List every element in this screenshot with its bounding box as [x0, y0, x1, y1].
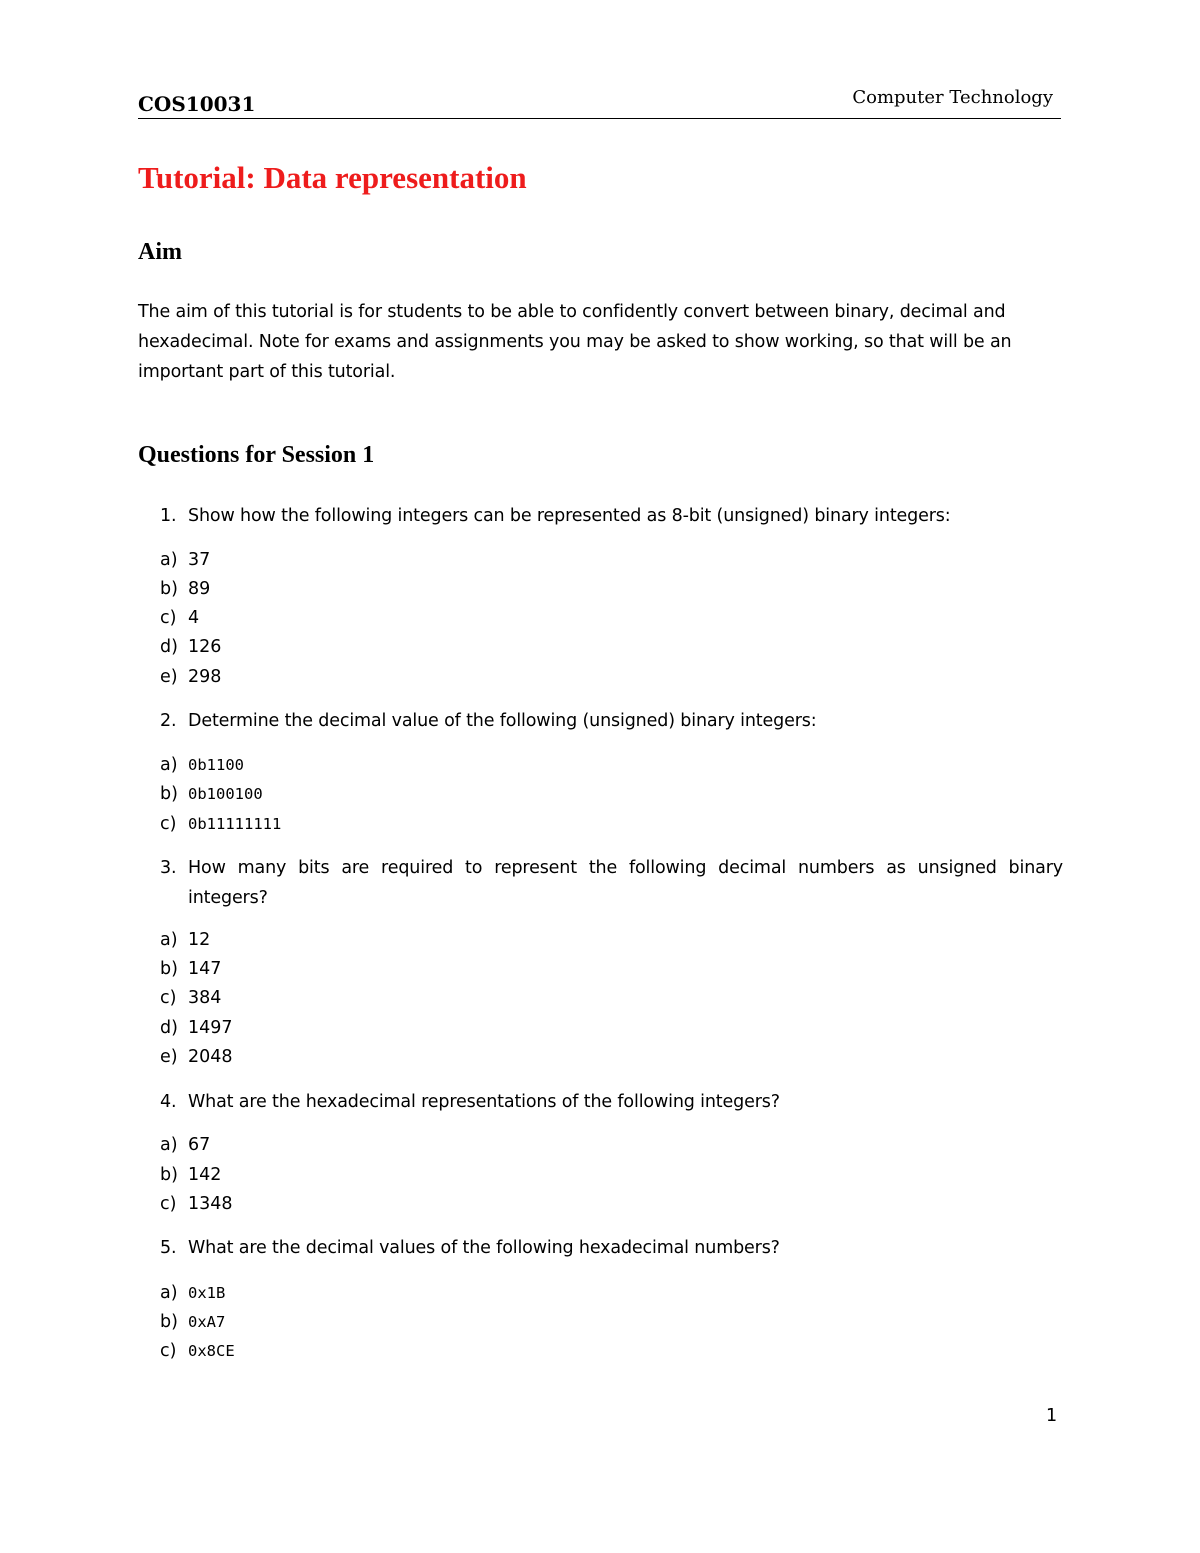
option-value: 1348	[188, 1194, 233, 1214]
option-letter: a)	[160, 550, 178, 570]
question-text: How many bits are required to represent the following decimal numbers as unsigned binary integers?	[188, 858, 1063, 908]
option-item	[160, 1189, 233, 1219]
question-number: 3.	[160, 858, 177, 878]
option-value: 0x1B	[188, 1284, 226, 1302]
option-value: 142	[188, 1165, 222, 1185]
option-letter: c)	[160, 988, 177, 1008]
option-item	[160, 809, 281, 839]
question-text: Show how the following integers can be represented as 8-bit (unsigned) binary integers:	[188, 506, 951, 526]
question-number: 4.	[160, 1092, 177, 1112]
option-item	[160, 983, 221, 1013]
option-letter: a)	[160, 755, 178, 775]
option-value: 298	[188, 667, 222, 687]
question-text: Determine the decimal value of the following (unsigned) binary integers:	[188, 711, 817, 731]
option-letter: b)	[160, 1312, 178, 1332]
option-value: 384	[188, 988, 222, 1008]
session-heading: Questions for Session 1	[138, 442, 375, 468]
course-code: COS10031	[138, 92, 256, 116]
option-value: 67	[188, 1135, 211, 1155]
option-value: 126	[188, 637, 222, 657]
option-value: 0b11111111	[188, 815, 282, 833]
question-2	[160, 706, 1063, 736]
aim-heading: Aim	[138, 239, 182, 265]
option-value: 147	[188, 959, 222, 979]
option-value: 0xA7	[188, 1313, 226, 1331]
option-item	[160, 750, 244, 780]
option-letter: e)	[160, 667, 178, 687]
question-1	[160, 501, 1063, 531]
option-item	[160, 603, 199, 633]
question-3	[160, 853, 1063, 913]
option-value: 37	[188, 550, 211, 570]
question-number: 2.	[160, 711, 177, 731]
option-value: 0b1100	[188, 756, 244, 774]
option-item	[160, 574, 210, 604]
option-value: 2048	[188, 1047, 233, 1067]
question-number: 5.	[160, 1238, 177, 1258]
page-header	[138, 82, 1061, 119]
option-letter: c)	[160, 608, 177, 628]
option-letter: b)	[160, 784, 178, 804]
page-title: Tutorial: Data representation	[138, 160, 527, 195]
option-item	[160, 1160, 221, 1190]
option-letter: c)	[160, 1341, 177, 1361]
option-letter: a)	[160, 1283, 178, 1303]
option-letter: b)	[160, 1165, 178, 1185]
option-item	[160, 1336, 235, 1366]
option-letter: d)	[160, 1018, 178, 1038]
option-item	[160, 1307, 225, 1337]
option-item	[160, 1013, 233, 1043]
option-item	[160, 925, 210, 955]
option-value: 89	[188, 579, 211, 599]
page-number: 1	[1046, 1406, 1058, 1426]
option-letter: c)	[160, 814, 177, 834]
option-letter: b)	[160, 959, 178, 979]
option-letter: a)	[160, 1135, 178, 1155]
option-item	[160, 1042, 233, 1072]
option-letter: c)	[160, 1194, 177, 1214]
option-value: 1497	[188, 1018, 233, 1038]
option-value: 12	[188, 930, 211, 950]
option-item	[160, 662, 221, 692]
question-text: What are the decimal values of the following hexadecimal numbers?	[188, 1238, 780, 1258]
aim-paragraph: The aim of this tutorial is for students to be able to confidently convert between binary, decimal and hexadecimal. Note for exams and assignments you may be asked to show working, so that will be an important part of this tutorial.	[138, 302, 1012, 382]
option-item	[160, 954, 221, 984]
option-letter: b)	[160, 579, 178, 599]
header-subject: Computer Technology	[852, 87, 1053, 108]
option-item	[160, 779, 263, 809]
option-value: 0x8CE	[188, 1342, 235, 1360]
question-text: What are the hexadecimal representations of the following integers?	[188, 1092, 780, 1112]
option-item	[160, 1278, 225, 1308]
option-value: 0b100100	[188, 785, 263, 803]
option-item	[160, 1130, 210, 1160]
option-item	[160, 632, 221, 662]
option-letter: e)	[160, 1047, 178, 1067]
question-number: 1.	[160, 506, 177, 526]
option-value: 4	[188, 608, 200, 628]
question-5	[160, 1233, 1063, 1263]
option-letter: a)	[160, 930, 178, 950]
question-4	[160, 1087, 1063, 1117]
option-letter: d)	[160, 637, 178, 657]
option-item	[160, 545, 210, 575]
